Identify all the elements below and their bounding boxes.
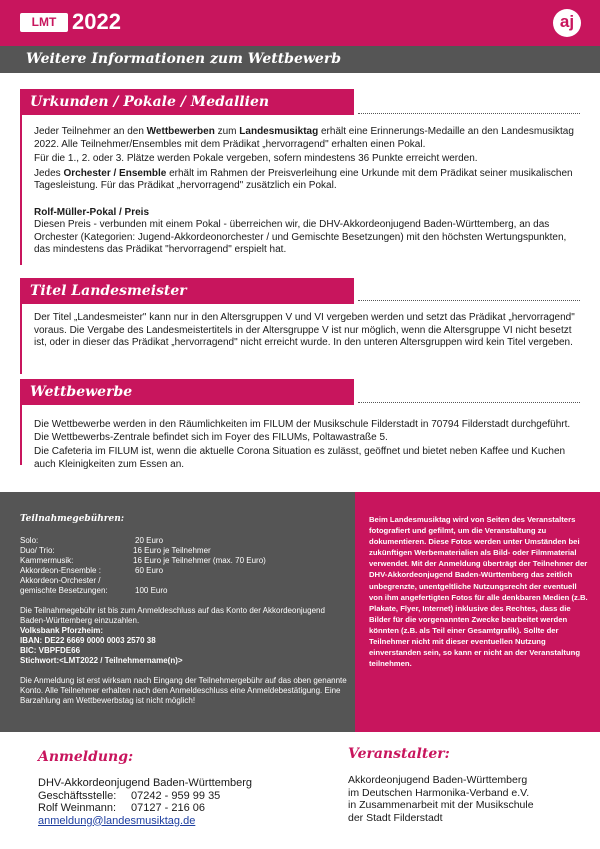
wettbewerbe-p3: Die Cafeteria im FILUM ist, wenn die aktuelle Corona Situation es zulässt, geöffnet und bietet neben Kaffee und Kuchen auch Kleinigkeiten zum Essen an. — [34, 446, 566, 470]
section-accent-bar — [20, 115, 22, 265]
dotted-divider — [358, 300, 580, 301]
photo-notice-panel — [355, 492, 600, 732]
section-title-wettbewerbe: Wettbewerbe — [20, 379, 354, 405]
wettbewerbe-text — [34, 419, 582, 471]
urkunden-p3-c: erhält im Rahmen der Preisverleihung eine Urkunde mit dem Prädikat seiner musikalischen Tagesleistung. Für das Prädikat „hervorragend" zusätzlich ein Pokal. — [34, 167, 573, 191]
fee-label: Kammermusik: — [20, 556, 74, 565]
phone-number: 07242 - 959 99 35 — [131, 789, 221, 802]
payment-info — [20, 606, 350, 666]
fee-label: Akkordeon-Ensemble : — [20, 566, 101, 575]
rolf-mueller-title: Rolf-Müller-Pokal / Preis — [34, 206, 150, 218]
urkunden-p1-e: erhält eine Erinnerungs-Medaille an den Landesmusiktag 2022. Alle Teilnehmer/Ensembles mit dem Prädikat „hervorragend" erhalten einen Pokal. — [34, 126, 574, 150]
phone-label: Geschäftsstelle: — [38, 789, 117, 802]
fee-label: Duo/ Trio: — [20, 546, 55, 555]
veranstalter-line: Akkordeonjugend Baden-Württemberg — [348, 774, 528, 786]
registration-note: Die Anmeldung ist erst wirksam nach Eingang der Teilnehmergebühr auf das oben genannte Konto. Alle Teilnehmer erhalten nach dem Anmeldeschluss eine Anmeldebestätigung. Eine Barzahlung am Wettbewerbstag ist nicht möglich! — [20, 676, 347, 705]
urkunden-p3-a: Jedes — [34, 167, 64, 179]
fees-title: Teilnahmegebühren: — [20, 514, 125, 524]
rolf-mueller-text: Diesen Preis - verbunden mit einem Pokal - überreichen wir, die DHV-Akkordeonjugend Baden-Württemberg, an das Orchester (Kategorien: Jugend-Akkordeonorchester / und Gemischte Besetzungen) mit den höchsten Wertungspunkten, das mindestens das Prädikat "hervorragend" erspielt hat. — [34, 219, 567, 255]
fee-value: 20 Euro — [135, 536, 164, 545]
fee-value: 60 Euro — [135, 566, 164, 575]
section-accent-bar — [20, 304, 22, 374]
fee-value: 100 Euro — [135, 586, 168, 595]
header-bar — [0, 0, 600, 46]
veranstalter-block — [348, 774, 588, 824]
page-subtitle: Weitere Informationen zum Wettbewerb — [26, 51, 342, 67]
fee-label: gemischte Besetzungen: — [20, 586, 108, 595]
urkunden-p1-b: Wettbewerben — [146, 126, 215, 137]
wettbewerbe-p2: Die Wettbewerbs-Zentrale befindet sich im Foyer des FILUMs, Poltawastraße 5. — [34, 431, 388, 443]
phone-number: 07127 - 216 06 — [131, 802, 206, 814]
urkunden-p2: Für die 1., 2. oder 3. Plätze werden Pokale vergeben, sofern mindestens 36 Punkte erreicht werden. — [34, 153, 478, 164]
section-title-landesmeister: Titel Landesmeister — [20, 278, 354, 304]
anmeldung-block — [38, 777, 328, 827]
fee-value: 16 Euro je Teilnehmer (max. 70 Euro) — [133, 556, 266, 565]
subtitle-bar — [0, 46, 600, 73]
urkunden-p1-d: Landesmusiktag — [239, 126, 319, 137]
photo-notice-text: Beim Landesmusiktag wird von Seiten des Veranstalters fotografiert und gefilmt, um die Veranstaltung zu dokumentieren. Diese Fotos werden unter Umständen bei zukünftigen Werbematerialien als Bild- oder Filmmaterial verwendet. Mit der Anmeldung überträgt der Teilnehmer der DHV-Akkordeonjugend Baden-Württemberg das zeitlich unbegrenzte, unentgeltliche Nutzungsrecht der eventuell von ihm angefertigten Fotos für alle denkbaren Medien (z.B. Plakate, Flyer, Internet) inklusive des Rechtes, dass die Bilder für die vorgenannten Zwecke bearbeitet werden könnten (z.B. als Teil einer Gesamtgrafik). Sollte der Teilnehmer nicht mit dieser eventuellen Nutzung einverstanden sein, so kann er nicht an der Veranstaltung teilnehmen. — [369, 515, 588, 669]
fee-label: Solo: — [20, 536, 39, 545]
dotted-divider — [358, 113, 580, 114]
urkunden-p1-c: zum — [214, 126, 240, 137]
anmeldung-org: DHV-Akkordeonjugend Baden-Württemberg — [38, 777, 253, 789]
urkunden-text — [34, 126, 582, 257]
veranstalter-line: in Zusammenarbeit mit der Musikschule — [348, 799, 534, 811]
landesmeister-text: Der Titel „Landesmeister" kann nur in den Altersgruppen V und VI vergeben werden und setzt das Prädikat „hervorragend" voraus. Die Vergabe des Landesmeistertitels in der Altersgruppe V ist nur möglich, wenn die Altersgruppe VI nicht besetzt ist, oder in dieser das Prädikat „hervorragend" nicht erreicht wurde. In den unteren Altersgruppen wird kein Titel vergeben. — [34, 312, 575, 348]
veranstalter-line: im Deutschen Harmonika-Verband e.V. — [348, 786, 530, 799]
bic: BIC: VBPFDE66 — [20, 646, 81, 655]
fee-value: 16 Euro je Teilnehmer — [133, 546, 211, 555]
bank-name: Volksbank Pforzheim: — [20, 626, 103, 635]
urkunden-p3-b: Orchester / Ensemble — [63, 167, 167, 179]
anmeldung-title: Anmeldung: — [38, 749, 134, 765]
fees-panel — [0, 492, 355, 732]
section-accent-bar — [20, 405, 22, 465]
dotted-divider — [358, 402, 580, 403]
aj-logo: aj — [553, 9, 581, 37]
payment-text: Die Teilnahmegebühr ist bis zum Anmeldeschluss auf das Konto der Akkordeonjugend Baden-Württemberg einzuzahlen. — [20, 606, 325, 625]
phone-label: Rolf Weinmann: — [38, 802, 117, 814]
wettbewerbe-p1: Die Wettbewerbe werden in den Räumlichkeiten im FILUM der Musikschule Filderstadt in 70794 Filderstadt durchgeführt. — [34, 419, 571, 430]
iban: IBAN: DE22 6669 0000 0003 2570 38 — [20, 636, 156, 645]
veranstalter-title: Veranstalter: — [348, 746, 450, 762]
stichwort: Stichwort:<LMT2022 / Teilnehmername(n)> — [20, 656, 183, 665]
veranstalter-line: der Stadt Filderstadt — [348, 811, 443, 824]
year-label: 2022 — [72, 9, 121, 34]
urkunden-p1-a: Jeder Teilnehmer an den — [34, 126, 147, 137]
lmt-badge: LMT — [20, 13, 68, 32]
email-link[interactable]: anmeldung@landesmusiktag.de — [38, 814, 196, 827]
fee-label: Akkordeon-Orchester / — [20, 576, 101, 585]
section-title-urkunden: Urkunden / Pokale / Medallien — [20, 89, 354, 115]
